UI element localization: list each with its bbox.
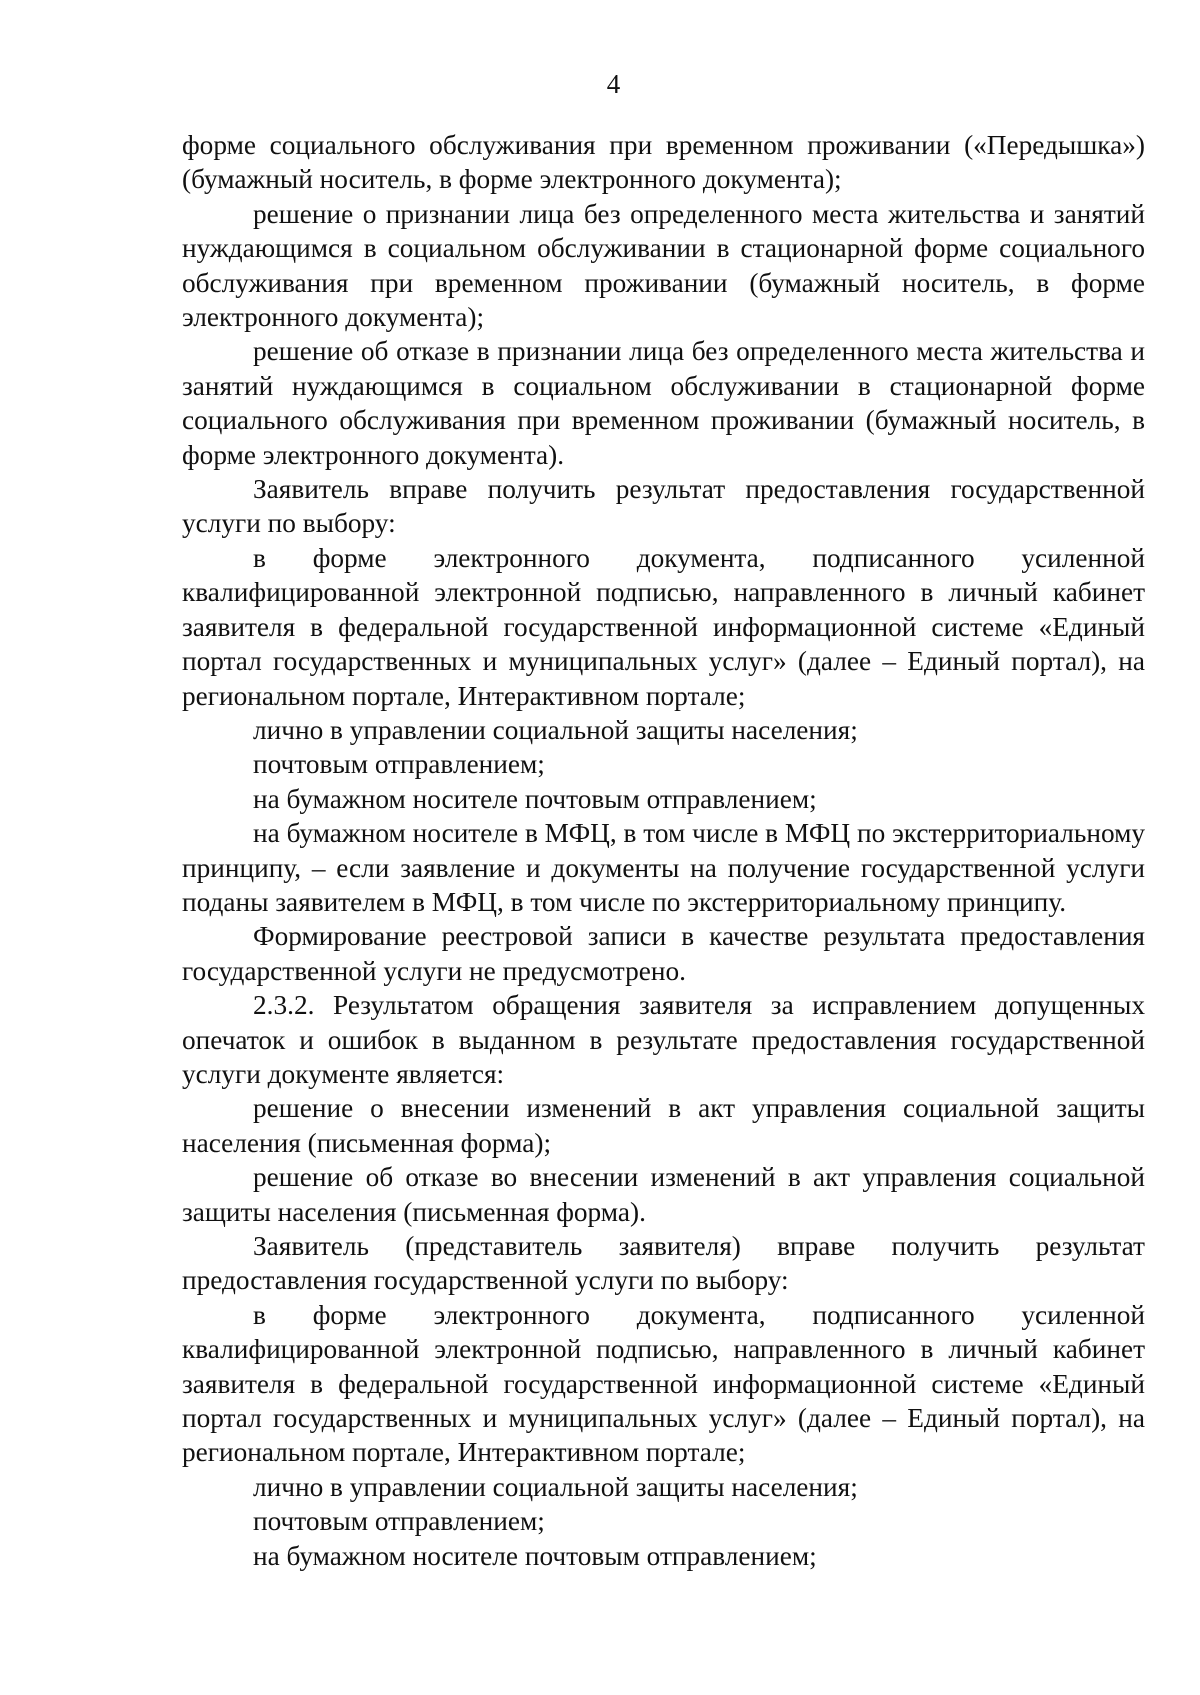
paragraph: решение о внесении изменений в акт управления социальной защиты населения (письменная форма); (182, 1093, 1145, 1158)
paragraph: решение об отказе во внесении изменений в акт управления социальной защиты населения (письменная форма). (182, 1162, 1145, 1227)
paragraph: Заявитель вправе получить результат предоставления государственной услуги по выбору: (182, 474, 1145, 539)
page-number: 4 (606, 69, 621, 99)
paragraph: на бумажном носителе в МФЦ, в том числе в МФЦ по экстерриториальному принципу, – если заявление и документы на получение государственной услуги поданы заявителем в МФЦ, в том числе по экстерриториальному принципу. (182, 818, 1145, 917)
paragraph: Заявитель (представитель заявителя) вправе получить результат предоставления государственной услуги по выбору: (182, 1231, 1145, 1296)
paragraph: почтовым отправлением; (253, 1506, 545, 1537)
paragraph: решение об отказе в признании лица без определенного места жительства и занятий нуждающимся в социальном обслуживании в стационарной форме социального обслуживания при временном проживании (бумажный носитель, в форме электронного документа). (182, 336, 1145, 470)
paragraph: на бумажном носителе почтовым отправлением; (253, 783, 817, 814)
paragraph: форме социального обслуживания при временном проживании («Передышка») (бумажный носитель, в форме электронного документа); (182, 130, 1145, 195)
paragraph: в форме электронного документа, подписанного усиленной квалифицированной электронной подписью, направленного в личный кабинет заявителя в федеральной государственной информационной системе «Единый портал государственных и муниципальных услуг» (далее – Единый портал), на региональном портале, Интерактивном портале; (182, 1299, 1145, 1468)
paragraph: на бумажном носителе почтовым отправлением; (253, 1540, 817, 1571)
paragraph: 2.3.2. Результатом обращения заявителя за исправлением допущенных опечаток и ошибок в выданном в результате предоставления государственной услуги документе является: (182, 990, 1145, 1089)
paragraph: почтовым отправлением; (253, 749, 545, 780)
paragraph: лично в управлении социальной защиты населения; (253, 1471, 858, 1502)
paragraph: решение о признании лица без определенного места жительства и занятий нуждающимся в социальном обслуживании в стационарной форме социального обслуживания при временном проживании (бумажный носитель, в форме электронного документа); (182, 198, 1145, 333)
paragraph: Формирование реестровой записи в качестве результата предоставления государственной услуги не предусмотрено. (182, 921, 1145, 986)
paragraph: в форме электронного документа, подписанного усиленной квалифицированной электронной подписью, направленного в личный кабинет заявителя в федеральной государственной информационной системе «Единый портал государственных и муниципальных услуг» (далее – Единый портал), на региональном портале, Интерактивном портале; (182, 542, 1145, 711)
document-body (182, 128, 1145, 1573)
paragraph: лично в управлении социальной защиты населения; (253, 714, 858, 745)
